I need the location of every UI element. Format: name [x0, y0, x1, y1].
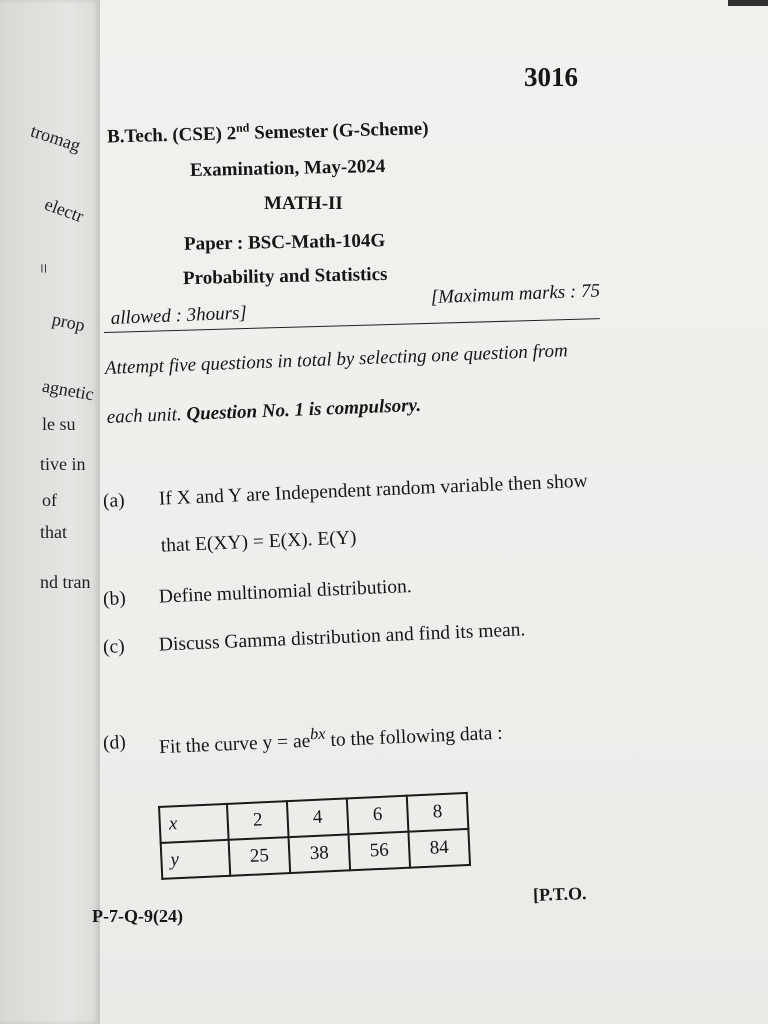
table-cell: 38 — [289, 834, 351, 873]
background-edge — [728, 0, 768, 6]
course-sup: nd — [235, 120, 250, 135]
table-cell: 4 — [287, 798, 349, 837]
question-text-part: to the following data : — [325, 722, 504, 752]
question-text-part: Fit the curve y = ae — [158, 730, 311, 759]
table-cell: 8 — [407, 793, 469, 832]
table-header-x: x — [159, 804, 229, 843]
table-cell: 56 — [348, 832, 410, 871]
table-cell: 2 — [227, 801, 289, 840]
subject-heading: MATH-II — [264, 193, 343, 214]
edge-fragment: of — [42, 490, 57, 510]
edge-fragment: nd tran — [40, 572, 91, 592]
question-text: If X and Y are Independent random variable then show that E(XY) = E(X). E(Y) — [158, 470, 589, 557]
table-cell: 25 — [229, 837, 291, 876]
question-label: (a) — [102, 490, 126, 512]
data-table — [158, 792, 471, 880]
exponent: bx — [309, 724, 326, 744]
edge-fragment: electr — [41, 193, 87, 227]
paper-heading: Paper : BSC-Math-104G — [183, 230, 386, 255]
table-header-y: y — [161, 840, 231, 879]
adjacent-page-edge — [0, 0, 100, 1024]
question-label: (b) — [102, 588, 127, 610]
question-text: Discuss Gamma distribution and find its mean. — [158, 619, 526, 656]
table-cell: 6 — [347, 796, 409, 835]
paper-code: 3016 — [524, 62, 578, 92]
title-heading: Probability and Statistics — [182, 263, 388, 290]
instructions — [104, 325, 607, 442]
exam-heading: Examination, May-2024 — [189, 155, 386, 182]
max-marks: [Maximum marks : 75 — [430, 280, 601, 309]
edge-fragment: = — [33, 263, 54, 274]
edge-fragment: that — [40, 522, 67, 542]
course-text: B.Tech. (CSE) 2 — [106, 123, 237, 148]
course-text-rest: Semester (G-Scheme) — [249, 118, 429, 144]
instructions-text: Attempt five questions in total by selecting one question from each unit. — [104, 340, 569, 428]
time-allowed: allowed : 3hours] — [110, 302, 248, 329]
edge-fragment: tromag — [28, 120, 83, 156]
edge-fragment: agnetic — [40, 375, 96, 405]
edge-fragment: prop — [50, 308, 87, 336]
table-cell: 84 — [408, 829, 470, 868]
edge-fragment: le su — [42, 414, 76, 434]
edge-fragment: tive in — [40, 454, 86, 474]
paper-ref: P-7-Q-9(24) — [92, 906, 183, 926]
instructions-compulsory: compulsory. — [321, 394, 422, 420]
instructions-bold: Question No. 1 is — [186, 398, 322, 425]
pto-note: [P.T.O. — [532, 883, 587, 905]
question-text: Define multinomial distribution. — [158, 576, 413, 608]
question-label: (c) — [102, 636, 126, 658]
question-label: (d) — [102, 732, 127, 754]
